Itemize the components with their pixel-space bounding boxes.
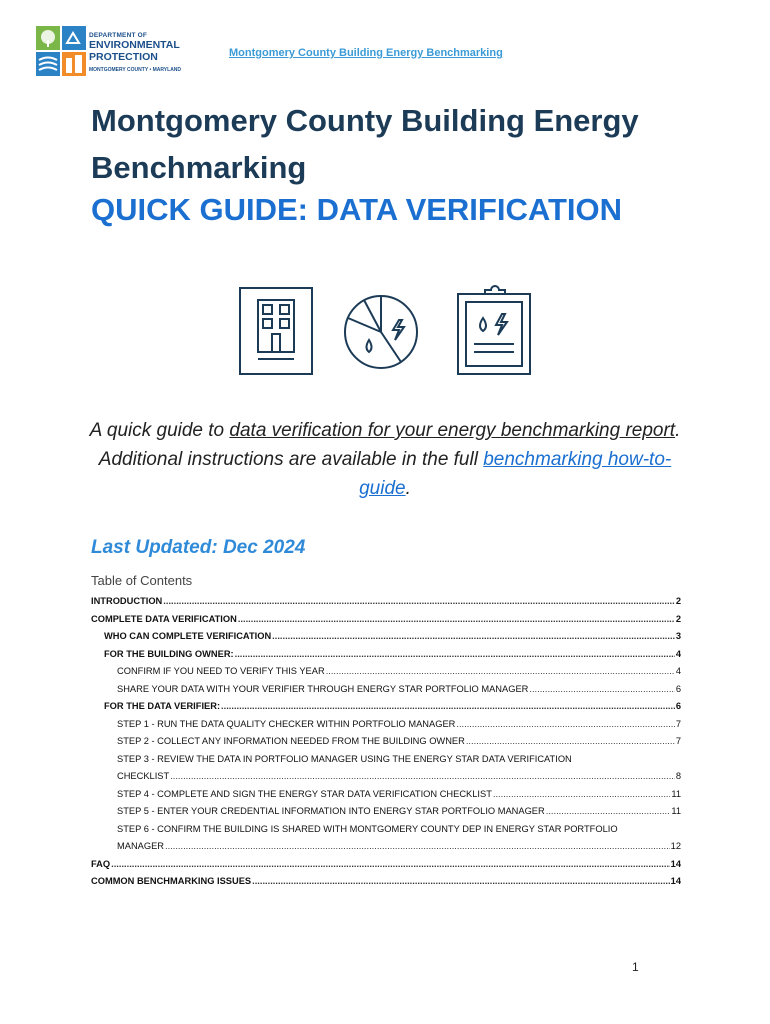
toc-entry[interactable] <box>91 681 681 699</box>
page-subtitle: QUICK GUIDE: DATA VERIFICATION <box>91 192 622 227</box>
toc-leader-dots <box>466 733 675 751</box>
page-number: 1 <box>632 960 639 974</box>
clipboard-energy-icon <box>458 286 530 374</box>
table-of-contents <box>91 593 681 891</box>
toc-leader-dots <box>170 768 675 786</box>
toc-entry[interactable] <box>91 838 681 856</box>
toc-entry-page: 4 <box>675 648 681 659</box>
toc-entry[interactable] <box>91 803 681 821</box>
toc-leader-dots <box>326 663 675 681</box>
toc-entry-page: 14 <box>670 858 681 869</box>
logo-county-text: MONTGOMERY COUNTY • MARYLAND <box>89 67 182 73</box>
toc-entry-text: STEP 6 - CONFIRM THE BUILDING IS SHARED WITH MONTGOMERY COUNTY DEP IN ENERGY STAR PORTFOLIO <box>117 823 618 834</box>
toc-entry-text: STEP 3 - REVIEW THE DATA IN PORTFOLIO MANAGER USING THE ENERGY STAR DATA VERIFICATION <box>117 753 572 764</box>
toc-entry-page: 8 <box>675 771 681 781</box>
toc-leader-dots <box>238 611 675 629</box>
toc-entry-text: SHARE YOUR DATA WITH YOUR VERIFIER THROUGH ENERGY STAR PORTFOLIO MANAGER <box>117 683 529 694</box>
intro-text-mid: . Additional instructions are available in the full <box>98 420 681 470</box>
toc-entry-text: INTRODUCTION <box>91 596 163 606</box>
intro-paragraph <box>80 416 690 503</box>
toc-leader-dots <box>456 716 674 734</box>
toc-entry[interactable] <box>91 821 681 839</box>
toc-entry[interactable] <box>91 856 681 874</box>
logo-dept-text: DEPARTMENT OF <box>89 32 148 39</box>
toc-entry-text: WHO CAN COMPLETE VERIFICATION <box>104 631 272 641</box>
toc-entry[interactable] <box>91 786 681 804</box>
toc-entry-page: 11 <box>671 806 681 816</box>
data-verification-link[interactable]: data verification for your energy benchmarking report <box>229 420 676 441</box>
page-title: Montgomery County Building Energy Benchmarking <box>91 103 639 185</box>
intro-text-end: . <box>405 478 411 499</box>
toc-leader-dots <box>165 838 670 856</box>
toc-entry-text: FAQ <box>91 858 111 869</box>
toc-leader-dots <box>235 646 675 664</box>
dep-logo <box>36 26 196 80</box>
toc-entry-text: CHECKLIST <box>117 771 170 781</box>
toc-entry-page: 3 <box>675 631 681 641</box>
toc-entry[interactable] <box>91 628 681 646</box>
toc-entry-page: 14 <box>670 876 681 886</box>
how-to-guide-link[interactable]: benchmarking how-to-guide <box>359 449 672 499</box>
toc-entry-text: STEP 4 - COMPLETE AND SIGN THE ENERGY STAR DATA VERIFICATION CHECKLIST <box>117 788 492 799</box>
toc-entry-page: 7 <box>675 736 681 746</box>
toc-entry-page: 11 <box>671 788 681 799</box>
toc-leader-dots <box>546 803 671 821</box>
toc-entry-text: FOR THE BUILDING OWNER: <box>104 648 234 659</box>
toc-title: Table of Contents <box>91 573 193 588</box>
toc-entry[interactable] <box>91 733 681 751</box>
toc-entry-page: 7 <box>675 718 681 729</box>
toc-leader-dots <box>252 873 670 891</box>
toc-entry-text: MANAGER <box>117 841 165 851</box>
toc-entry-text: FOR THE DATA VERIFIER: <box>104 701 221 711</box>
toc-entry-page: 4 <box>675 666 681 676</box>
toc-leader-dots <box>111 856 670 874</box>
toc-entry-page: 2 <box>675 596 681 606</box>
toc-entry-text: STEP 5 - ENTER YOUR CREDENTIAL INFORMATION INTO ENERGY STAR PORTFOLIO MANAGER <box>117 806 545 816</box>
last-updated: Last Updated: Dec 2024 <box>91 537 306 558</box>
illustration-icons <box>236 282 536 378</box>
toc-entry-text: COMPLETE DATA VERIFICATION <box>91 613 237 624</box>
toc-entry-page: 12 <box>670 841 681 851</box>
toc-entry-text: CONFIRM IF YOU NEED TO VERIFY THIS YEAR <box>117 666 325 676</box>
building-icon <box>240 288 312 374</box>
toc-entry-text: STEP 2 - COLLECT ANY INFORMATION NEEDED FROM THE BUILDING OWNER <box>117 736 465 746</box>
toc-entry-text: COMMON BENCHMARKING ISSUES <box>91 876 252 886</box>
toc-entry-page: 2 <box>675 613 681 624</box>
dep-logo-tiles-icon <box>36 26 86 76</box>
toc-entry[interactable] <box>91 873 681 891</box>
toc-leader-dots <box>529 681 674 699</box>
logo-env-text: ENVIRONMENTAL <box>89 39 180 51</box>
toc-entry[interactable] <box>91 611 681 629</box>
toc-entry-text: STEP 1 - RUN THE DATA QUALITY CHECKER WITHIN PORTFOLIO MANAGER <box>117 718 456 729</box>
toc-entry[interactable] <box>91 698 681 716</box>
toc-leader-dots <box>272 628 675 646</box>
toc-entry[interactable] <box>91 646 681 664</box>
logo-prot-text: PROTECTION <box>89 51 158 63</box>
toc-leader-dots <box>221 698 675 716</box>
toc-leader-dots <box>493 786 670 804</box>
header-link[interactable]: Montgomery County Building Energy Benchmarking <box>229 47 503 59</box>
toc-entry[interactable] <box>91 716 681 734</box>
toc-entry-page: 6 <box>675 683 681 694</box>
pie-chart-energy-icon <box>345 296 417 368</box>
toc-leader-dots <box>163 593 675 611</box>
intro-text: A quick guide to <box>89 420 230 441</box>
toc-entry-page: 6 <box>675 701 681 711</box>
toc-entry[interactable] <box>91 768 681 786</box>
toc-entry[interactable] <box>91 593 681 611</box>
toc-entry[interactable] <box>91 751 681 769</box>
toc-entry[interactable] <box>91 663 681 681</box>
